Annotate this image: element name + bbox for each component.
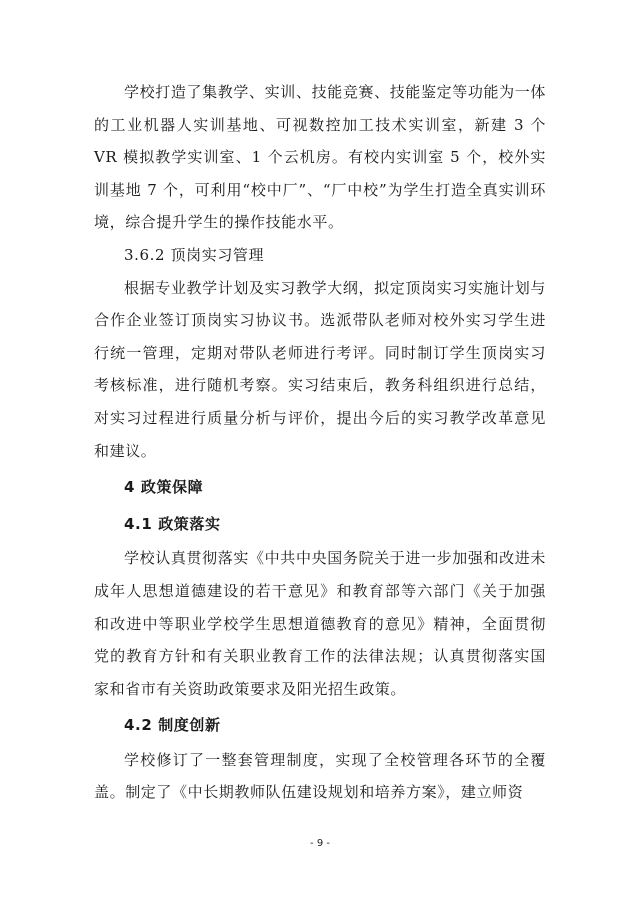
heading-4-policy: 4 政策保障 [124,478,204,497]
paragraph-internship-management: 根据专业教学计划及实习教学大纲，拟定顶岗实习实施计划与合作企业签订顶岗实习协议书。选派带队老师对校外实习学生进行统一管理，定期对带队老师进行考评。同时制订学生顶岗实习考核标准，进行随机考察。实习结束后，教务科组织进行总结，对实习过程进行质量分析与评价，提出今后的实习教学改革意见和建议。 [94,278,546,460]
heading-4-1: 4.1 政策落实 [124,514,221,533]
page-number: - 9 - [310,838,330,849]
heading-4-2: 4.2 制度创新 [124,716,221,735]
paragraph-policy-implementation: 学校认真贯彻落实《中共中央国务院关于进一步加强和改进未成年人思想道德建设的若干意见》和教育部等六部门《关于加强和改进中等职业学校学生思想道德教育的意见》精神，全面贯彻党的教育方针和有关职业教育工作的法律法规；认真贯彻落实国家和省市有关资助政策要求及阳光招生政策。 [94,549,546,698]
document-body [94,76,546,809]
paragraph-system-innovation: 学校修订了一整套管理制度，实现了全校管理各环节的全覆盖。制定了《中长期教师队伍建设规划和培养方案》，建立师资 [94,750,546,802]
paragraph-training-base: 学校打造了集教学、实训、技能竞赛、技能鉴定等功能为一体的工业机器人实训基地、可视数控加工技术实训室，新建 3 个 VR 模拟教学实训室、1 个云机房。有校内实训室 5 个，校外实训基地 7 个，可利用“校中厂”、“厂中校”为学生打造全真实训环境，综合提升学生的操作技能水平。 [94,83,546,232]
heading-3-6-2: 3.6.2 顶岗实习管理 [124,245,265,264]
